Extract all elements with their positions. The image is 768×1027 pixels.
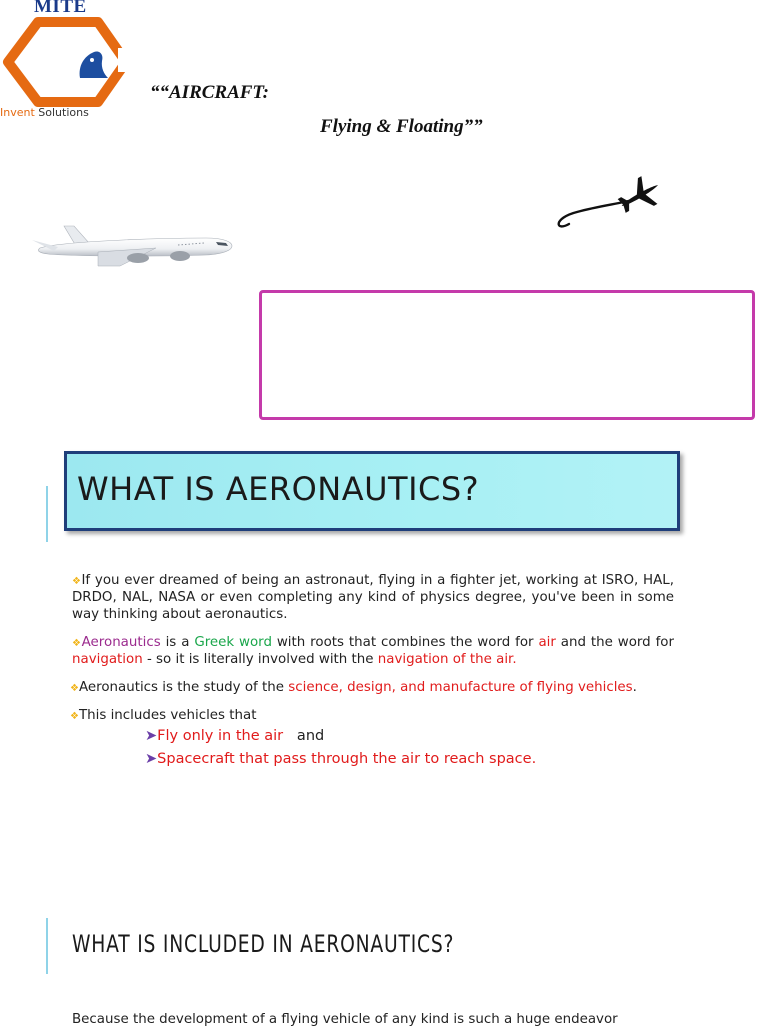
bullet-paragraph bbox=[70, 680, 672, 697]
highlight-term: Fly only in the air bbox=[157, 728, 284, 744]
title-line-2: Flying & Floating”” bbox=[320, 116, 483, 137]
paragraph-text: - so it is literally involved with the bbox=[142, 652, 378, 668]
plane-trail-icon bbox=[555, 174, 665, 234]
paragraph-text: Because the development of a flying vehicle of any kind is such a huge endeavor bbox=[72, 1012, 618, 1027]
paragraph-text: . bbox=[632, 680, 637, 695]
paragraph-text: This includes vehicles that bbox=[78, 708, 257, 723]
bullet-paragraph bbox=[72, 573, 674, 623]
arrow-bullet-icon: ➤ bbox=[145, 751, 158, 767]
section-heading-2: WHAT IS INCLUDED IN AERONAUTICS? bbox=[72, 930, 455, 958]
accent-bar bbox=[46, 486, 48, 542]
logo-tagline-accent: Invent bbox=[0, 106, 35, 119]
logo-hexagon-icon bbox=[0, 16, 132, 108]
highlight-term: Spacecraft that pass through the air bbox=[157, 751, 421, 767]
diamond-bullet-icon: ❖ bbox=[70, 683, 79, 694]
paragraph-text: with roots that combines the word for bbox=[271, 635, 539, 650]
sub-bullet-text: and bbox=[283, 728, 325, 744]
diamond-bullet-icon: ❖ bbox=[72, 638, 82, 649]
logo-tagline bbox=[0, 106, 89, 119]
highlight-box bbox=[259, 290, 755, 420]
paragraph-text: If you ever dreamed of being an astronaut, flying in a fighter jet, working at ISRO, HAL, DRDO, NAL, NASA or even completing any kind of physics degree, you've been in some way thinking about aeronautics. bbox=[72, 573, 674, 622]
paragraph-text: Aeronautics is the study of the bbox=[78, 680, 289, 695]
bullet-paragraph bbox=[70, 708, 672, 725]
paragraph-text: and the word for bbox=[555, 635, 674, 650]
accent-bar bbox=[46, 918, 48, 974]
highlight-term: navigation of the air. bbox=[377, 652, 517, 668]
logo-name: MITE bbox=[34, 0, 87, 17]
highlight-term: Aeronautics bbox=[81, 635, 161, 650]
logo-tagline-rest: Solutions bbox=[34, 106, 89, 119]
section-heading: WHAT IS AERONAUTICS? bbox=[77, 470, 480, 508]
arrow-bullet-icon: ➤ bbox=[145, 728, 158, 744]
sub-bullet-item bbox=[145, 728, 324, 744]
highlight-term: science, design, and manufacture of flying vehicles bbox=[288, 680, 633, 695]
title-line-1: ““AIRCRAFT: bbox=[150, 82, 269, 103]
diamond-bullet-icon: ❖ bbox=[72, 576, 82, 587]
diamond-bullet-icon: ❖ bbox=[70, 711, 79, 722]
highlight-term: navigation bbox=[72, 652, 143, 668]
sub-bullet-item bbox=[145, 751, 536, 767]
sub-bullet-text: to reach space. bbox=[420, 751, 537, 767]
highlight-term: air bbox=[538, 635, 556, 650]
highlight-term: Greek word bbox=[194, 635, 272, 650]
airliner-image bbox=[28, 218, 234, 274]
bullet-paragraph bbox=[72, 635, 674, 669]
section-heading-box bbox=[64, 451, 680, 531]
paragraph-text: is a bbox=[160, 635, 195, 650]
